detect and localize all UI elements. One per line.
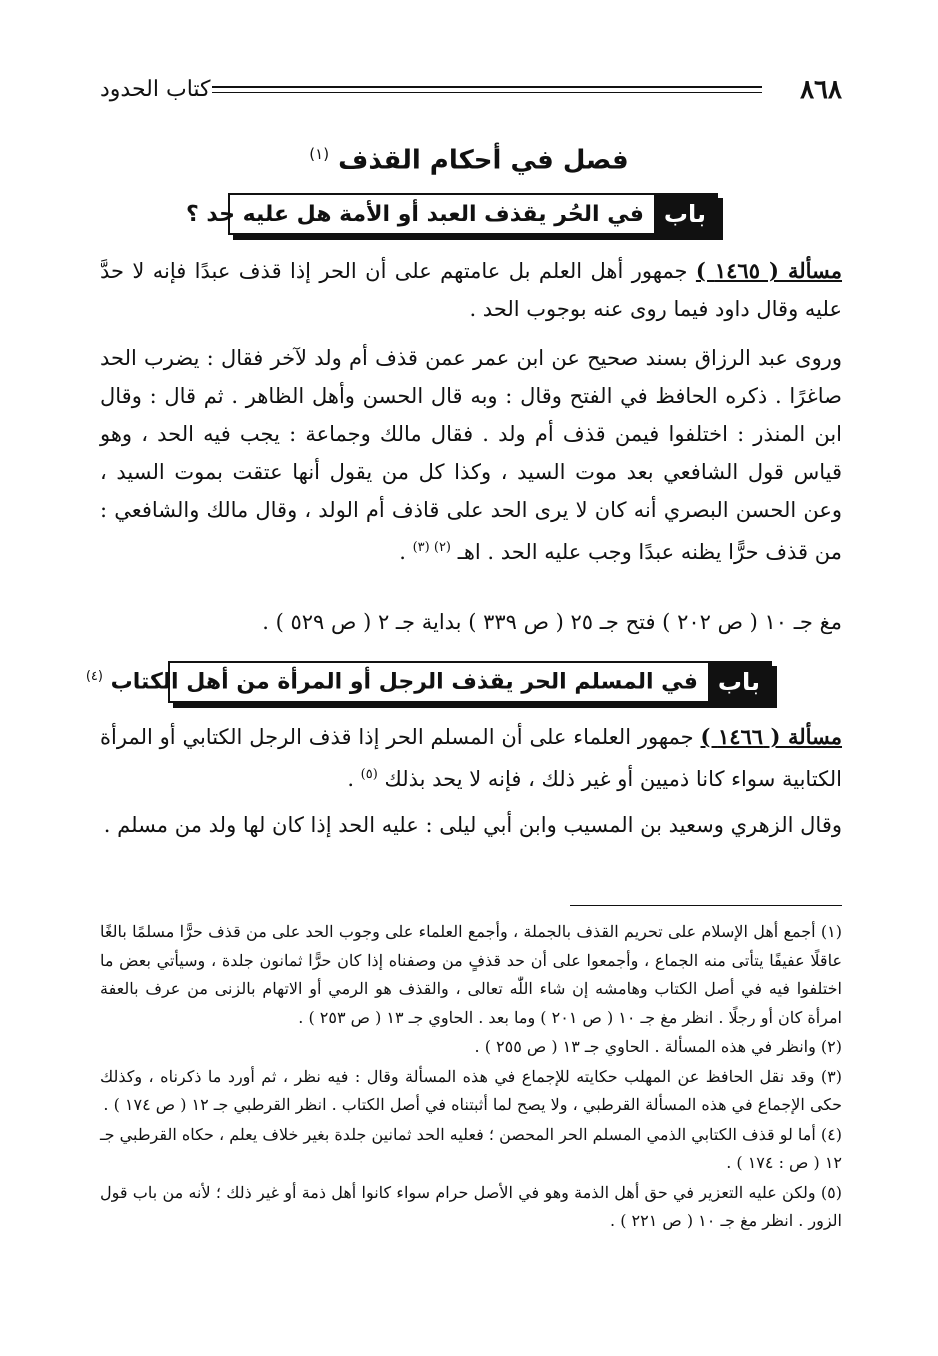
masala-number: مسألة ( ١٤٦٥ ) [695,258,843,283]
paragraph-end: . [399,540,413,564]
chapter-title-text: فصل في أحكام القذف [338,145,629,176]
bab-heading-2 [85,661,772,703]
abdulrazzaq-paragraph [100,339,842,571]
footnote-2: (٢) وانظر في هذه المسألة . الحاوي جـ ١٣ ( ص ٢٥٥ ) . [474,1037,842,1056]
footnote-4: (٤) أما لو قذف الكتابي الذمي المسلم الحر المحصن ؛ فعليه الحد ثمانين جلدة بغير خلاف يعلم ، حكاه القرطبي جـ ١٢ ( ص : ١٧٤ ) . [99,1124,842,1172]
masala-1465-paragraph [100,252,842,328]
footnote-refs: (٢) (٣) [412,540,451,555]
references-line: مغ جـ ١٠ ( ص ٢٠٢ ) فتح جـ ٢٥ ( ص ٣٣٩ ) بداية جـ ٢ ( ص ٥٢٩ ) . [262,610,842,634]
paragraph-text: جمهور العلماء على أن المسلم الحر إذا قذف الرجل الكتابي أو المرأة الكتابية سواء كانا ذميين أو غير ذلك ، فإنه لا يحد بذلك [100,725,842,791]
masala-1466-paragraph [100,718,842,798]
chapter-footnote-ref: (١) [309,145,330,163]
footnote-separator [570,905,842,906]
bab-label: باب [708,663,770,701]
bab-label: باب [654,195,716,233]
chapter-title [0,134,938,181]
footnote-ref: (٥) [360,767,378,782]
book-title: كتاب الحدود [100,77,211,102]
bab-footnote-ref: (٤) [85,669,103,685]
page-number: ٨٦٨ [800,75,842,105]
bab-title-text: في المسلم الحر يقذف الرجل أو المرأة من أهل الكتاب [110,669,698,695]
bab-heading-1 [186,193,718,235]
paragraph-text: وروى عبد الرزاق بسند صحيح عن ابن عمر عمن قذف أم ولد لآخر فقال : يضرب الحد صاغرًا . ذكره الحافظ في الفتح وقال : وبه قال الحسن وأهل الظاهر . ثم قال : وقال ابن المنذر : اختلفوا فيمن قذف أم ولد . فقال مالك وجماعة : يجب فيه الحد ، وهو قياس قول الشافعي بعد موت السيد ، وكذا كل من يقول أنها عتقت بموت السيد ، وعن الحسن البصري أنه كان لا يرى الحد على قاذف أم الولد ، وقال مالك والشافعي : من قذف حرًّا يظنه عبدًا وجب عليه الحد . اهـ [100,346,842,564]
footnote-1: (١) أجمع أهل الإسلام على تحريم القذف بالجملة ، وأجمع العلماء على وجوب الحد على من قذف حرًّا مسلمًا بالغًا عاقلًا عفيفًا يتأتى منه الجماع ، وأجمعوا على أن حد قذفٍ من وصفناه إذا كان حرًّا ثمانون جلدة ، وسيأتي بعض ما اختلفوا فيه في أصل الكتاب وهامشه إن شاء اللّٰه تعالى ، والقذف هو الرمي أو الاتهام بالزنى من عرف بالعفة امرأة كان أو رجلًا . انظر مغ جـ ١٠ ( ص ٢٠١ ) وما بعد . الحاوي جـ ١٣ ( ص ٢٥٣ ) . [100,922,842,1027]
paragraph-end: . [347,767,361,791]
bab-title: في الحُر يقذف العبد أو الأمة هل عليه حد ؟ [186,201,644,227]
masala-number: مسألة ( ١٤٦٦ ) [700,724,842,749]
zuhri-paragraph: وقال الزهري وسعيد بن المسيب وابن أبي ليلى : عليه الحد إذا كان لها ولد من مسلم . [103,813,842,837]
header-rule [212,86,762,93]
paragraph-text: جمهور أهل العلم بل عامتهم على أن الحر إذا قذف عبدًا فإنه لا حدَّ عليه وقال داود فيما روى عنه بوجوب الحد . [100,259,842,321]
bab-title [76,669,708,694]
footnote-5: (٥) ولكن عليه التعزير في حق أهل الذمة وهو في الأصل حرام سواء كانوا أهل ذمة أو غير ذلك ؛ لأنه من باب قول الزور . انظر مغ جـ ١٠ ( ص ٢٢١ ) . [100,1182,842,1230]
footnote-3: (٣) وقد نقل الحافظ عن المهلب حكايته للإجماع في هذه المسألة وقال : فيه نظر ، ثم أورد ما ذكرناه ، وكذلك حكى الإجماع في هذه المسألة القرطبي ، ولا يصح لما أثبتناه في أصل الكتاب . انظر القرطبي جـ ١٢ ( ص ١٧٤ ) . [100,1066,842,1114]
footnotes [100,918,842,1237]
running-header [100,74,842,108]
